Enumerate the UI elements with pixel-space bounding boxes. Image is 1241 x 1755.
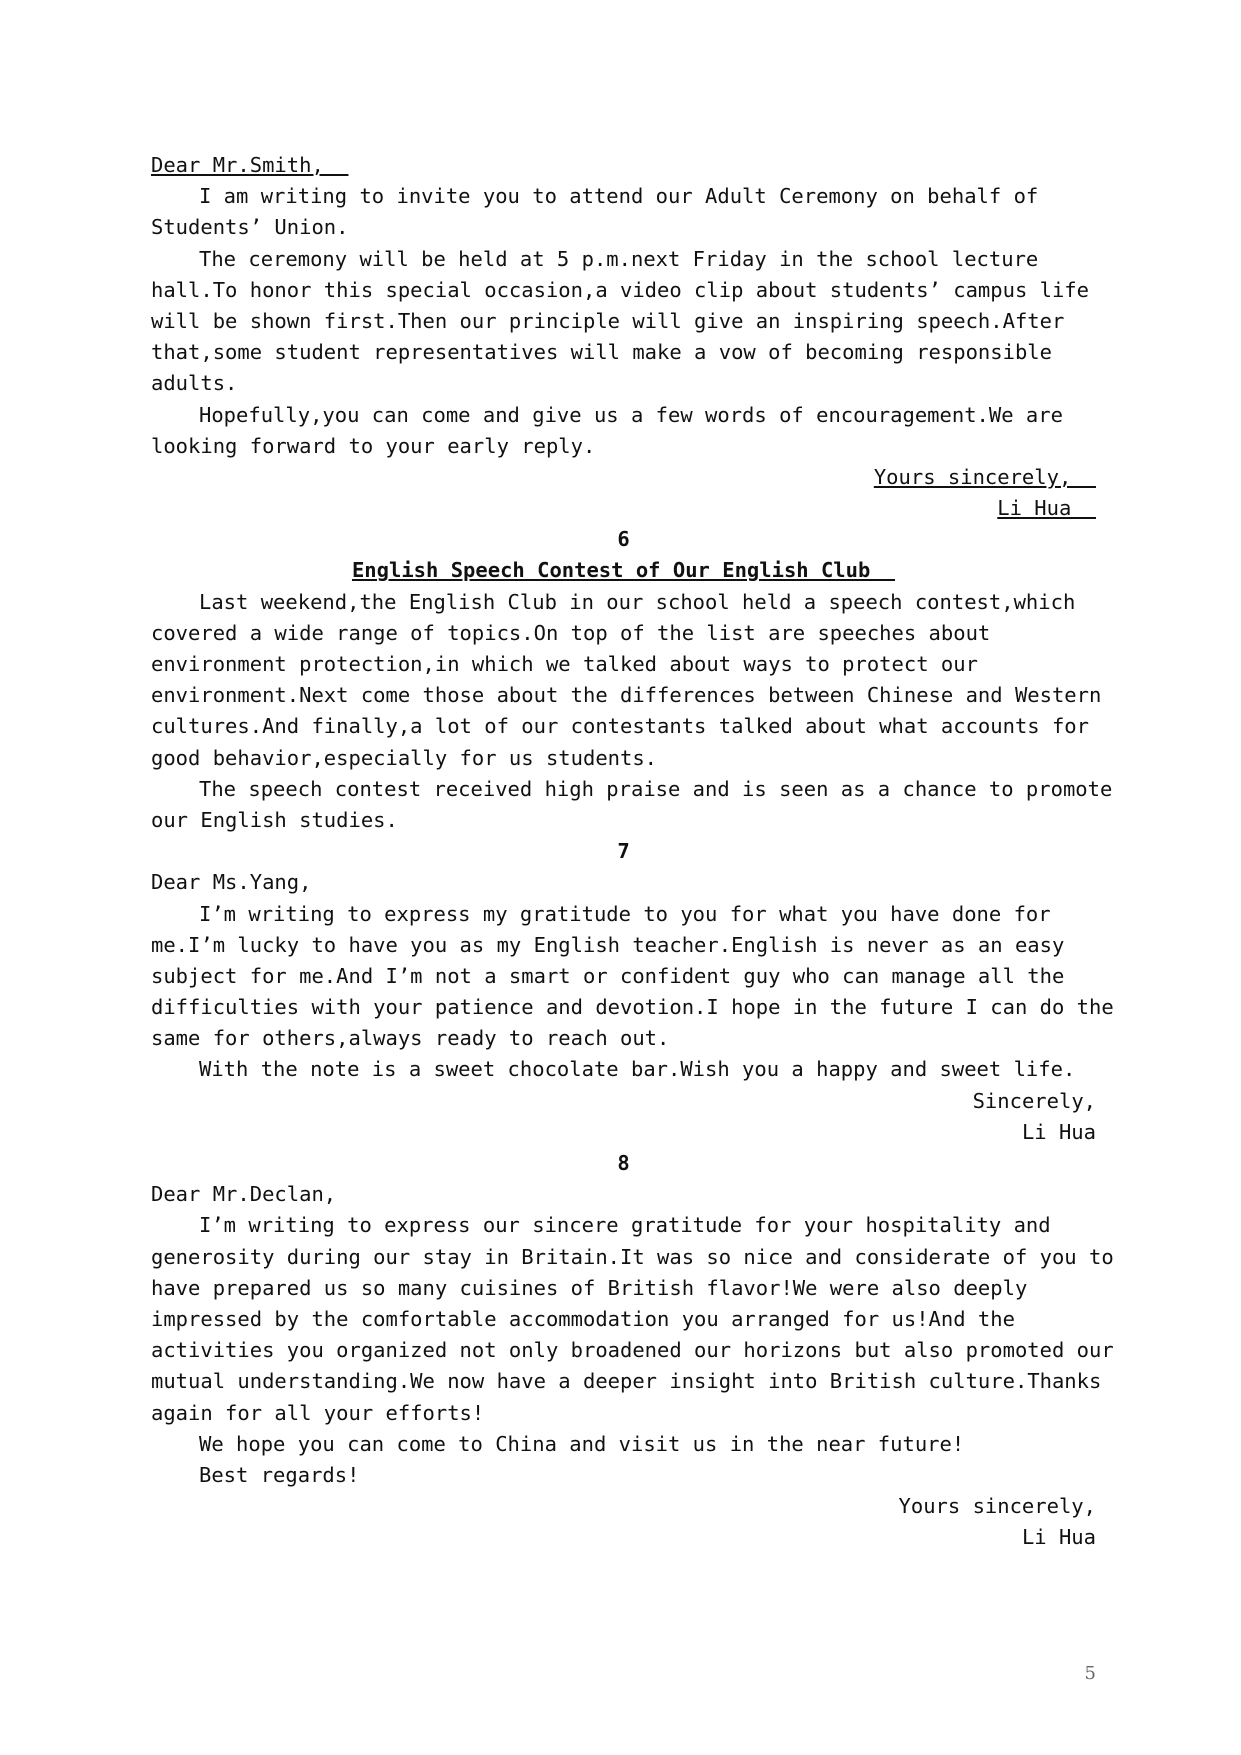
- section8-line: We hope you can come to China and visit us in the near future!: [199, 1431, 965, 1456]
- section6-line: environment protection,in which we talked about ways to protect our: [151, 652, 978, 676]
- section8-line: I’m writing to express our sincere gratitude for your hospitality and: [199, 1213, 1051, 1238]
- letter5-line: hall.To honor this special occasion,a video clip about students’ campus life: [151, 277, 1089, 302]
- letter5-line: I am writing to invite you to attend our Adult Ceremony on behalf of: [199, 184, 1039, 209]
- section8-number: 8: [617, 1151, 630, 1175]
- section7-closing: Sincerely,: [972, 1088, 1096, 1113]
- section6-line: Last weekend,the English Club in our school held a speech contest,which: [199, 589, 1076, 614]
- letter5-closing: Yours sincerely,: [873, 464, 1096, 489]
- letter5-line: looking forward to your early reply.: [151, 433, 596, 458]
- section8-line: activities you organized not only broadened our horizons but also promoted our: [151, 1338, 1114, 1363]
- section8-line: mutual understanding.We now have a deeper insight into British culture.Thanks: [151, 1369, 1102, 1394]
- letter5-greeting: Dear Mr.Smith,: [151, 153, 349, 177]
- section8-line: generosity during our stay in Britain.It was so nice and considerate of you to: [151, 1244, 1114, 1269]
- letter5-line: will be shown first.Then our principle will give an inspiring speech.After: [151, 308, 1065, 333]
- page-number: 5: [1084, 1663, 1096, 1684]
- section6-line: cultures.And finally,a lot of our contestants talked about what accounts for: [151, 714, 1089, 739]
- letter5-line: adults.: [151, 371, 238, 396]
- section8-closing: Yours sincerely,: [898, 1494, 1096, 1519]
- section7-line: me.I’m lucky to have you as my English teacher.English is never as an easy: [151, 932, 1065, 957]
- letter5-line: Hopefully,you can come and give us a few words of encouragement.We are: [199, 402, 1063, 427]
- section7-line: With the note is a sweet chocolate bar.Wish you a happy and sweet life.: [199, 1057, 1076, 1082]
- section8-greeting: Dear Mr.Declan,: [151, 1182, 337, 1207]
- section7-signature: Li Hua: [1021, 1119, 1096, 1144]
- section6-number: 6: [617, 527, 630, 552]
- document-page: [151, 150, 1114, 1553]
- section7-line: difficulties with your patience and devotion.I hope in the future I can do the: [151, 995, 1114, 1020]
- section6-title: English Speech Contest of Our English Club: [351, 558, 896, 583]
- section6-line: our English studies.: [151, 807, 398, 832]
- section7-greeting: Dear Ms.Yang,: [151, 870, 312, 895]
- section8-line: again for all your efforts!: [151, 1400, 485, 1425]
- section7-number: 7: [617, 839, 630, 864]
- section6-line: good behavior,especially for us students.: [151, 745, 658, 770]
- letter5-signature: Li Hua: [997, 496, 1096, 521]
- letter5-line: The ceremony will be held at 5 p.m.next Friday in the school lecture: [199, 246, 1039, 271]
- section6-line: The speech contest received high praise and is seen as a chance to promote: [199, 776, 1113, 801]
- section8-line: have prepared us so many cuisines of British flavor!We were also deeply: [151, 1275, 1028, 1300]
- section8-line: Best regards!: [199, 1462, 360, 1487]
- section7-line: I’m writing to express my gratitude to you for what you have done for: [199, 901, 1051, 926]
- section6-line: covered a wide range of topics.On top of the list are speeches about: [151, 620, 991, 645]
- section6-line: environment.Next come those about the differences between Chinese and Western: [151, 683, 1102, 708]
- section7-line: same for others,always ready to reach out.: [151, 1026, 670, 1051]
- letter5-line: that,some student representatives will make a vow of becoming responsible: [151, 340, 1052, 365]
- section8-line: impressed by the comfortable accommodation you arranged for us!And the: [151, 1306, 1015, 1331]
- section7-line: subject for me.And I’m not a smart or confident guy who can manage all the: [151, 963, 1065, 988]
- letter5-line: Students’ Union.: [151, 215, 349, 240]
- section8-signature: Li Hua: [1021, 1525, 1096, 1550]
